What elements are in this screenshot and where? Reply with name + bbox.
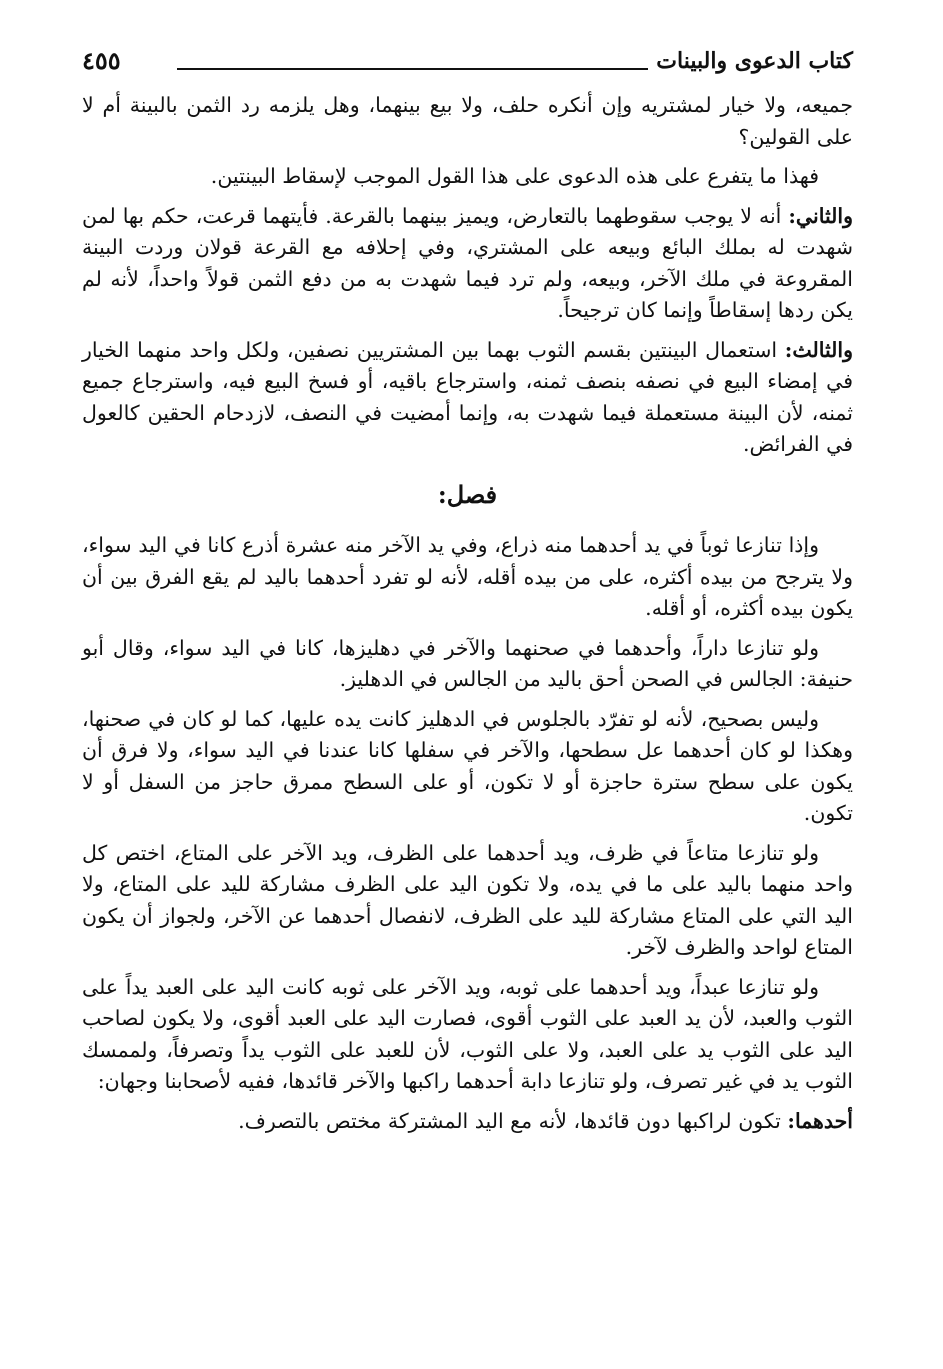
section-heading: فصل: — [437, 479, 498, 509]
paragraph — [82, 90, 853, 153]
paragraph — [82, 530, 853, 625]
paragraph-text: تكون لراكبها دون قائدها، لأنه مع اليد المشتركة مختص بالتصرف. — [238, 1108, 788, 1133]
paragraph-text: ولو تنازعا داراً، وأحدهما في صحنهما والآخر في دهليزها، كانا في اليد سواء، وقال أبو حنيفة: الجالس في الصحن أحق باليد من الجالس في الدهليز. — [82, 635, 853, 691]
paragraph-text: أنه لا يوجب سقوطهما بالتعارض، ويميز بينهما بالقرعة. فأيتهما قرعت، حكم بها لمن شهدت له بملك البائع وبيعه على المشتري، وفي إحلافه مع القرعة قولان وردت البينة المقروعة في ملك الآخر، وبيعه، ولم ترد فيما شهدت به من دفع الثمن قولاً واحداً، لأنه لم يكن ردها إسقاطاً وإنما كان ترجيحاً. — [82, 203, 853, 322]
running-header — [82, 42, 853, 90]
paragraph — [82, 838, 853, 964]
paragraph — [82, 335, 853, 461]
page-body — [82, 90, 853, 1137]
paragraph — [82, 633, 853, 696]
paragraph-lead: والثاني: — [788, 203, 853, 228]
header-rule — [177, 68, 648, 70]
paragraph-text: ولو تنازعا متاعاً في ظرف، ويد أحدهما على الظرف، ويد الآخر على المتاع، اختص كل واحد منهما باليد على ما في يده، ولا تكون اليد على الظرف مشاركة لليد على المتاع، ولا اليد التي على المتاع مشاركة لليد على الظرف، لانفصال أحدهما عن الآخر، ولجواز أن يكون المتاع لواحد والظرف لآخر. — [82, 840, 853, 959]
paragraph-text: جميعه، ولا خيار لمشتريه وإن أنكره حلف، ولا بيع بينهما، وهل يلزمه رد الثمن بالبينة أم لا على القولين؟ — [82, 93, 853, 149]
paragraph-text: استعمال البينتين بقسم الثوب بهما بين المشتريين نصفين، ولكل واحد منهما الخيار في إمضاء البيع في نصفه بنصف ثمنه، واسترجاع باقيه، أو فسخ البيع فيه، واسترجاع جميع ثمنه، لأن البينة مستعملة فيما شهدت به، وإنما أمضيت في النصف، لازدحام الحقين كالعول في الفرائض. — [82, 337, 853, 456]
paragraph-text: وإذا تنازعا ثوباً في يد أحدهما منه ذراع، وفي يد الآخر منه عشرة أذرع كانا في اليد سواء، ولا يترجح من بيده أكثره، على من بيده أقله، لأنه لو تفرد أحدهما باليد لم يقع الفرق بين أن يكون بيده أكثره، أو أقله. — [82, 533, 853, 620]
paragraph — [82, 161, 853, 193]
paragraph-text: فهذا ما يتفرع على هذه الدعوى على هذا القول الموجب لإسقاط البينتين. — [210, 164, 819, 188]
paragraph-lead: أحدهما: — [787, 1108, 853, 1133]
paragraph-text: وليس بصحيح، لأنه لو تفرّد بالجلوس في الدهليز كانت يده عليها، كما لو كان في صحنها، وهكذا لو كان أحدهما عل سطحها، والآخر في سفلها كانا عندنا في اليد سواء، ولا فرق أن يكون على سطح سترة حاجزة أو لا تكون، أو على السطح ممرق حاجز من السفل أو لا تكون. — [82, 706, 853, 825]
paragraph — [82, 1106, 853, 1138]
paragraph — [82, 972, 853, 1098]
running-title: كتاب الدعوى والبينات — [656, 48, 853, 74]
paragraph — [82, 201, 853, 327]
paragraph-text: ولو تنازعا عبداً، ويد أحدهما على ثوبه، ويد الآخر على ثوبه كانت اليد على العبد يداً على الثوب والعبد، لأن يد العبد على الثوب أقوى، فصارت اليد على العبد أقوى، ولا يكون لصاحب اليد على الثوب يد على العبد، ولا على الثوب، لأن للعبد على الثوب يداً وتصرفاً، ولممسك الثوب يد في غير تصرف، ولو تنازعا دابة أحدهما راكبها والآخر قائدها، ففيه لأصحابنا وجهان: — [82, 974, 853, 1093]
paragraph-lead: والثالث: — [784, 337, 853, 362]
page-number: ٤٥٥ — [82, 46, 121, 75]
paragraph — [82, 704, 853, 830]
